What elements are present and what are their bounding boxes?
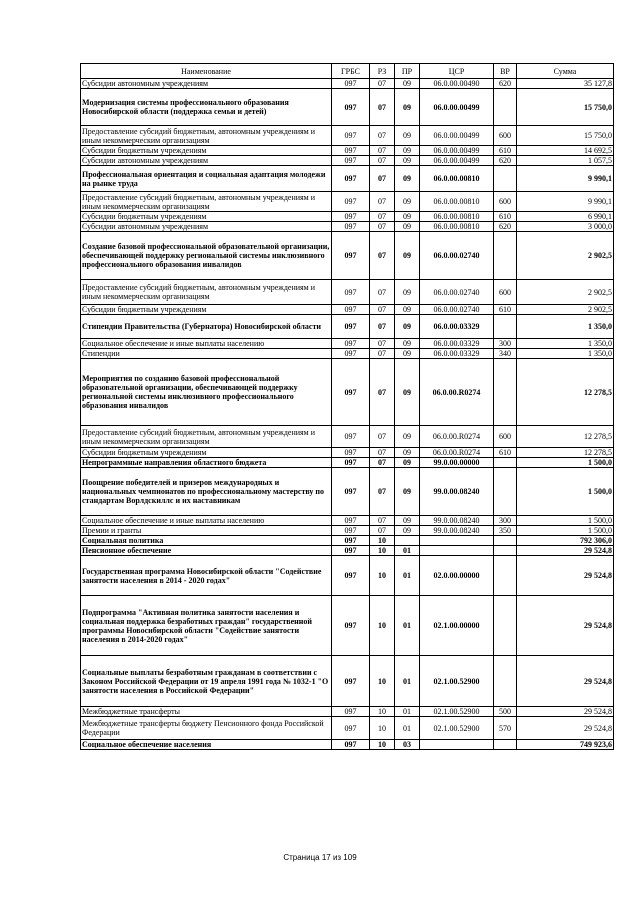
table-row [81,166,614,192]
cell-pr: 09 [395,146,420,156]
cell-rz: 07 [370,232,395,280]
table-row [81,305,614,315]
cell-csr: 06.0.00.00499 [420,126,494,146]
cell-vr: 600 [494,126,517,146]
cell-grbs: 097 [332,458,370,468]
cell-vr: 600 [494,280,517,305]
cell-sum: 12 278,5 [517,448,614,458]
cell-csr: 06.0.00.00499 [420,146,494,156]
cell-csr [420,546,494,556]
cell-sum: 1 057,5 [517,156,614,166]
cell-rz: 10 [370,546,395,556]
cell-pr: 01 [395,707,420,717]
cell-sum: 2 902,5 [517,280,614,305]
table-row [81,280,614,305]
cell-rz: 07 [370,359,395,426]
cell-grbs: 097 [332,656,370,707]
cell-csr: 02.0.00.00000 [420,556,494,596]
cell-grbs: 097 [332,146,370,156]
cell-csr: 06.0.00.02740 [420,232,494,280]
cell-name: Субсидии автономным учреждениям [81,222,332,232]
cell-sum: 9 990,1 [517,166,614,192]
cell-name: Субсидии бюджетным учреждениям [81,212,332,222]
cell-pr: 09 [395,315,420,339]
cell-rz: 07 [370,339,395,349]
cell-csr: 06.0.00.02740 [420,305,494,315]
table-row [81,546,614,556]
cell-grbs: 097 [332,349,370,359]
cell-csr: 02.1.00.52900 [420,707,494,717]
cell-sum: 1 500,0 [517,526,614,536]
table-row [81,79,614,89]
cell-grbs: 097 [332,192,370,212]
page-number: Страница 17 из 109 [283,853,357,862]
cell-grbs: 097 [332,717,370,740]
cell-rz: 07 [370,516,395,526]
table-row [81,89,614,126]
header-sum: Сумма [517,64,614,79]
table-row [81,315,614,339]
cell-csr: 06.0.00.00499 [420,156,494,166]
cell-sum: 29 524,8 [517,656,614,707]
cell-rz: 07 [370,212,395,222]
cell-grbs: 097 [332,89,370,126]
cell-sum: 14 692,5 [517,146,614,156]
cell-name: Субсидии бюджетным учреждениям [81,448,332,458]
cell-grbs: 097 [332,222,370,232]
cell-pr: 09 [395,359,420,426]
cell-vr: 610 [494,146,517,156]
cell-vr: 610 [494,212,517,222]
cell-pr: 09 [395,192,420,212]
cell-sum: 29 524,8 [517,546,614,556]
cell-vr: 610 [494,305,517,315]
cell-pr: 09 [395,126,420,146]
cell-csr: 99.0.00.08240 [420,526,494,536]
cell-csr: 02.1.00.52900 [420,717,494,740]
cell-rz: 07 [370,192,395,212]
cell-grbs: 097 [332,280,370,305]
cell-sum: 29 524,8 [517,596,614,656]
cell-grbs: 097 [332,79,370,89]
table-row [81,536,614,546]
cell-rz: 07 [370,166,395,192]
cell-grbs: 097 [332,339,370,349]
table-header-row [81,64,614,79]
cell-vr [494,656,517,707]
cell-vr [494,556,517,596]
cell-csr: 06.0.00.00490 [420,79,494,89]
cell-rz: 10 [370,717,395,740]
cell-vr [494,232,517,280]
cell-pr: 09 [395,212,420,222]
table-body [81,79,614,750]
cell-vr [494,536,517,546]
cell-pr: 09 [395,156,420,166]
cell-vr [494,740,517,750]
table-row [81,717,614,740]
table-row [81,126,614,146]
cell-rz: 10 [370,536,395,546]
cell-sum: 1 350,0 [517,349,614,359]
cell-name: Социальное обеспечение и иные выплаты населению [81,339,332,349]
cell-vr [494,546,517,556]
cell-sum: 792 306,0 [517,536,614,546]
cell-grbs: 097 [332,426,370,448]
cell-csr: 06.0.00.03329 [420,339,494,349]
cell-grbs: 097 [332,707,370,717]
cell-name: Государственная программа Новосибирской области "Содействие занятости населения в 2014 - 2020 годах" [81,556,332,596]
table-row [81,426,614,448]
header-pr: ПР [395,64,420,79]
cell-name: Субсидии бюджетным учреждениям [81,146,332,156]
cell-sum: 12 278,5 [517,359,614,426]
cell-grbs: 097 [332,536,370,546]
cell-pr: 09 [395,526,420,536]
cell-csr: 06.0.00.02740 [420,280,494,305]
cell-vr: 350 [494,526,517,536]
cell-grbs: 097 [332,166,370,192]
cell-rz: 07 [370,448,395,458]
cell-sum: 1 350,0 [517,339,614,349]
cell-vr: 620 [494,156,517,166]
cell-csr: 06.0.00.03329 [420,349,494,359]
table-row [81,349,614,359]
cell-sum: 1 500,0 [517,468,614,516]
header-vr: ВР [494,64,517,79]
cell-rz: 07 [370,458,395,468]
cell-grbs: 097 [332,315,370,339]
cell-name: Мероприятия по созданию базовой профессиональной образовательной организации, обеспечивающей поддержку региональной системы инклюзивного профессионального образования инвалидов [81,359,332,426]
cell-name: Субсидии автономным учреждениям [81,156,332,166]
cell-vr: 300 [494,516,517,526]
cell-sum: 2 902,5 [517,232,614,280]
cell-rz: 07 [370,280,395,305]
cell-csr: 02.1.00.00000 [420,596,494,656]
cell-pr: 09 [395,222,420,232]
table-row [81,516,614,526]
cell-sum: 29 524,8 [517,556,614,596]
table-row [81,212,614,222]
cell-rz: 07 [370,156,395,166]
table-row [81,740,614,750]
cell-grbs: 097 [332,448,370,458]
cell-vr [494,596,517,656]
cell-grbs: 097 [332,516,370,526]
cell-name: Социальные выплаты безработным гражданам в соответствии с Законом Российской Федерации от 19 апреля 1991 года № 1032-1 "О занятости населения в Российской Федерации" [81,656,332,707]
cell-rz: 07 [370,222,395,232]
cell-csr: 06.0.00.00810 [420,222,494,232]
cell-name: Межбюджетные трансферты бюджету Пенсионного фонда Российской Федерации [81,717,332,740]
cell-grbs: 097 [332,556,370,596]
cell-name: Субсидии бюджетным учреждениям [81,305,332,315]
cell-vr [494,359,517,426]
cell-vr [494,89,517,126]
header-rz: РЗ [370,64,395,79]
cell-grbs: 097 [332,156,370,166]
cell-sum: 6 990,1 [517,212,614,222]
cell-name: Стипендии [81,349,332,359]
table-row [81,458,614,468]
cell-rz: 07 [370,146,395,156]
cell-name: Пенсионное обеспечение [81,546,332,556]
cell-sum: 15 750,0 [517,126,614,146]
cell-pr: 09 [395,166,420,192]
cell-grbs: 097 [332,126,370,146]
cell-name: Предоставление субсидий бюджетным, автономным учреждениям и иным некоммерческим организациям [81,280,332,305]
cell-vr [494,468,517,516]
cell-grbs: 097 [332,468,370,516]
cell-pr: 03 [395,740,420,750]
cell-name: Социальная политика [81,536,332,546]
cell-pr: 09 [395,516,420,526]
cell-sum: 35 127,8 [517,79,614,89]
cell-pr: 09 [395,305,420,315]
table-row [81,526,614,536]
cell-name: Создание базовой профессиональной образовательной организации, обеспечивающей поддержку региональной системы инклюзивного профессионального образования инвалидов [81,232,332,280]
cell-rz: 07 [370,426,395,448]
cell-vr: 300 [494,339,517,349]
cell-pr [395,536,420,546]
table-row [81,656,614,707]
cell-vr [494,166,517,192]
cell-pr: 01 [395,546,420,556]
cell-vr [494,458,517,468]
cell-grbs: 097 [332,212,370,222]
cell-grbs: 097 [332,546,370,556]
cell-pr: 09 [395,79,420,89]
cell-sum: 29 524,8 [517,707,614,717]
cell-pr: 09 [395,458,420,468]
cell-sum: 12 278,5 [517,426,614,448]
cell-pr: 09 [395,448,420,458]
cell-vr [494,315,517,339]
cell-name: Подпрограмма "Активная политика занятости населения и социальная поддержка безработных граждан" государственной программы Новосибирской области "Содействие занятости населения в 2014-2020 годах" [81,596,332,656]
header-grbs: ГРБС [332,64,370,79]
table-row [81,222,614,232]
cell-sum: 29 524,8 [517,717,614,740]
cell-vr: 500 [494,707,517,717]
cell-sum: 2 902,5 [517,305,614,315]
cell-csr: 06.0.00.00810 [420,166,494,192]
cell-grbs: 097 [332,232,370,280]
cell-pr: 09 [395,468,420,516]
cell-name: Межбюджетные трансферты [81,707,332,717]
table-row [81,156,614,166]
table-row [81,146,614,156]
cell-name: Модернизация системы профессионального образования Новосибирской области (поддержка семьи и детей) [81,89,332,126]
cell-pr: 01 [395,596,420,656]
cell-sum: 749 923,6 [517,740,614,750]
cell-vr: 620 [494,79,517,89]
cell-grbs: 097 [332,305,370,315]
cell-rz: 07 [370,468,395,516]
cell-rz: 07 [370,315,395,339]
table-row [81,596,614,656]
cell-rz: 10 [370,596,395,656]
cell-pr: 09 [395,339,420,349]
cell-name: Непрограммные направления областного бюджета [81,458,332,468]
cell-pr: 01 [395,556,420,596]
table-row [81,707,614,717]
cell-sum: 1 350,0 [517,315,614,339]
cell-grbs: 097 [332,740,370,750]
cell-rz: 07 [370,89,395,126]
cell-grbs: 097 [332,359,370,426]
cell-csr [420,740,494,750]
cell-csr: 02.1.00.52900 [420,656,494,707]
cell-name: Социальное обеспечение населения [81,740,332,750]
cell-csr: 99.0.00.08240 [420,516,494,526]
cell-pr: 09 [395,232,420,280]
table-row [81,339,614,349]
cell-name: Субсидии автономным учреждениям [81,79,332,89]
table-row [81,448,614,458]
cell-csr [420,536,494,546]
cell-vr: 620 [494,222,517,232]
cell-csr: 99.0.00.00000 [420,458,494,468]
cell-sum: 3 000,0 [517,222,614,232]
cell-pr: 09 [395,426,420,448]
cell-grbs: 097 [332,526,370,536]
header-csr: ЦСР [420,64,494,79]
cell-rz: 07 [370,79,395,89]
cell-grbs: 097 [332,596,370,656]
cell-rz: 07 [370,305,395,315]
cell-pr: 09 [395,280,420,305]
cell-csr: 06.0.00.R0274 [420,448,494,458]
cell-csr: 99.0.00.08240 [420,468,494,516]
cell-sum: 1 500,0 [517,516,614,526]
cell-rz: 10 [370,740,395,750]
cell-rz: 07 [370,526,395,536]
cell-rz: 10 [370,707,395,717]
cell-sum: 15 750,0 [517,89,614,126]
cell-csr: 06.0.00.00499 [420,89,494,126]
cell-rz: 10 [370,556,395,596]
cell-name: Стипендии Правительства (Губернатора) Новосибирской области [81,315,332,339]
table-row [81,192,614,212]
cell-csr: 06.0.00.03329 [420,315,494,339]
cell-sum: 9 990,1 [517,192,614,212]
cell-pr: 01 [395,656,420,707]
cell-name: Премии и гранты [81,526,332,536]
cell-vr: 340 [494,349,517,359]
cell-csr: 06.0.00.00810 [420,212,494,222]
cell-pr: 09 [395,89,420,126]
cell-pr: 01 [395,717,420,740]
cell-csr: 06.0.00.R0274 [420,359,494,426]
cell-name: Предоставление субсидий бюджетным, автономным учреждениям и иным некоммерческим организациям [81,126,332,146]
cell-rz: 07 [370,126,395,146]
cell-name: Предоставление субсидий бюджетным, автономным учреждениям и иным некоммерческим организациям [81,426,332,448]
table-row [81,556,614,596]
cell-vr: 600 [494,192,517,212]
table-row [81,232,614,280]
budget-table [80,63,614,750]
cell-sum: 1 500,0 [517,458,614,468]
cell-csr: 06.0.00.R0274 [420,426,494,448]
table-row [81,359,614,426]
header-name: Наименование [81,64,332,79]
cell-vr: 570 [494,717,517,740]
cell-csr: 06.0.00.00810 [420,192,494,212]
cell-name: Предоставление субсидий бюджетным, автономным учреждениям и иным некоммерческим организациям [81,192,332,212]
cell-vr: 600 [494,426,517,448]
cell-name: Социальное обеспечение и иные выплаты населению [81,516,332,526]
cell-vr: 610 [494,448,517,458]
cell-name: Поощрение победителей и призеров международных и национальных чемпионатов по профессиональному мастерству по стандартам Ворлдскиллс и их наставникам [81,468,332,516]
table-row [81,468,614,516]
cell-name: Профессиональная ориентация и социальная адаптация молодежи на рынке труда [81,166,332,192]
cell-rz: 10 [370,656,395,707]
cell-rz: 07 [370,349,395,359]
cell-pr: 09 [395,349,420,359]
